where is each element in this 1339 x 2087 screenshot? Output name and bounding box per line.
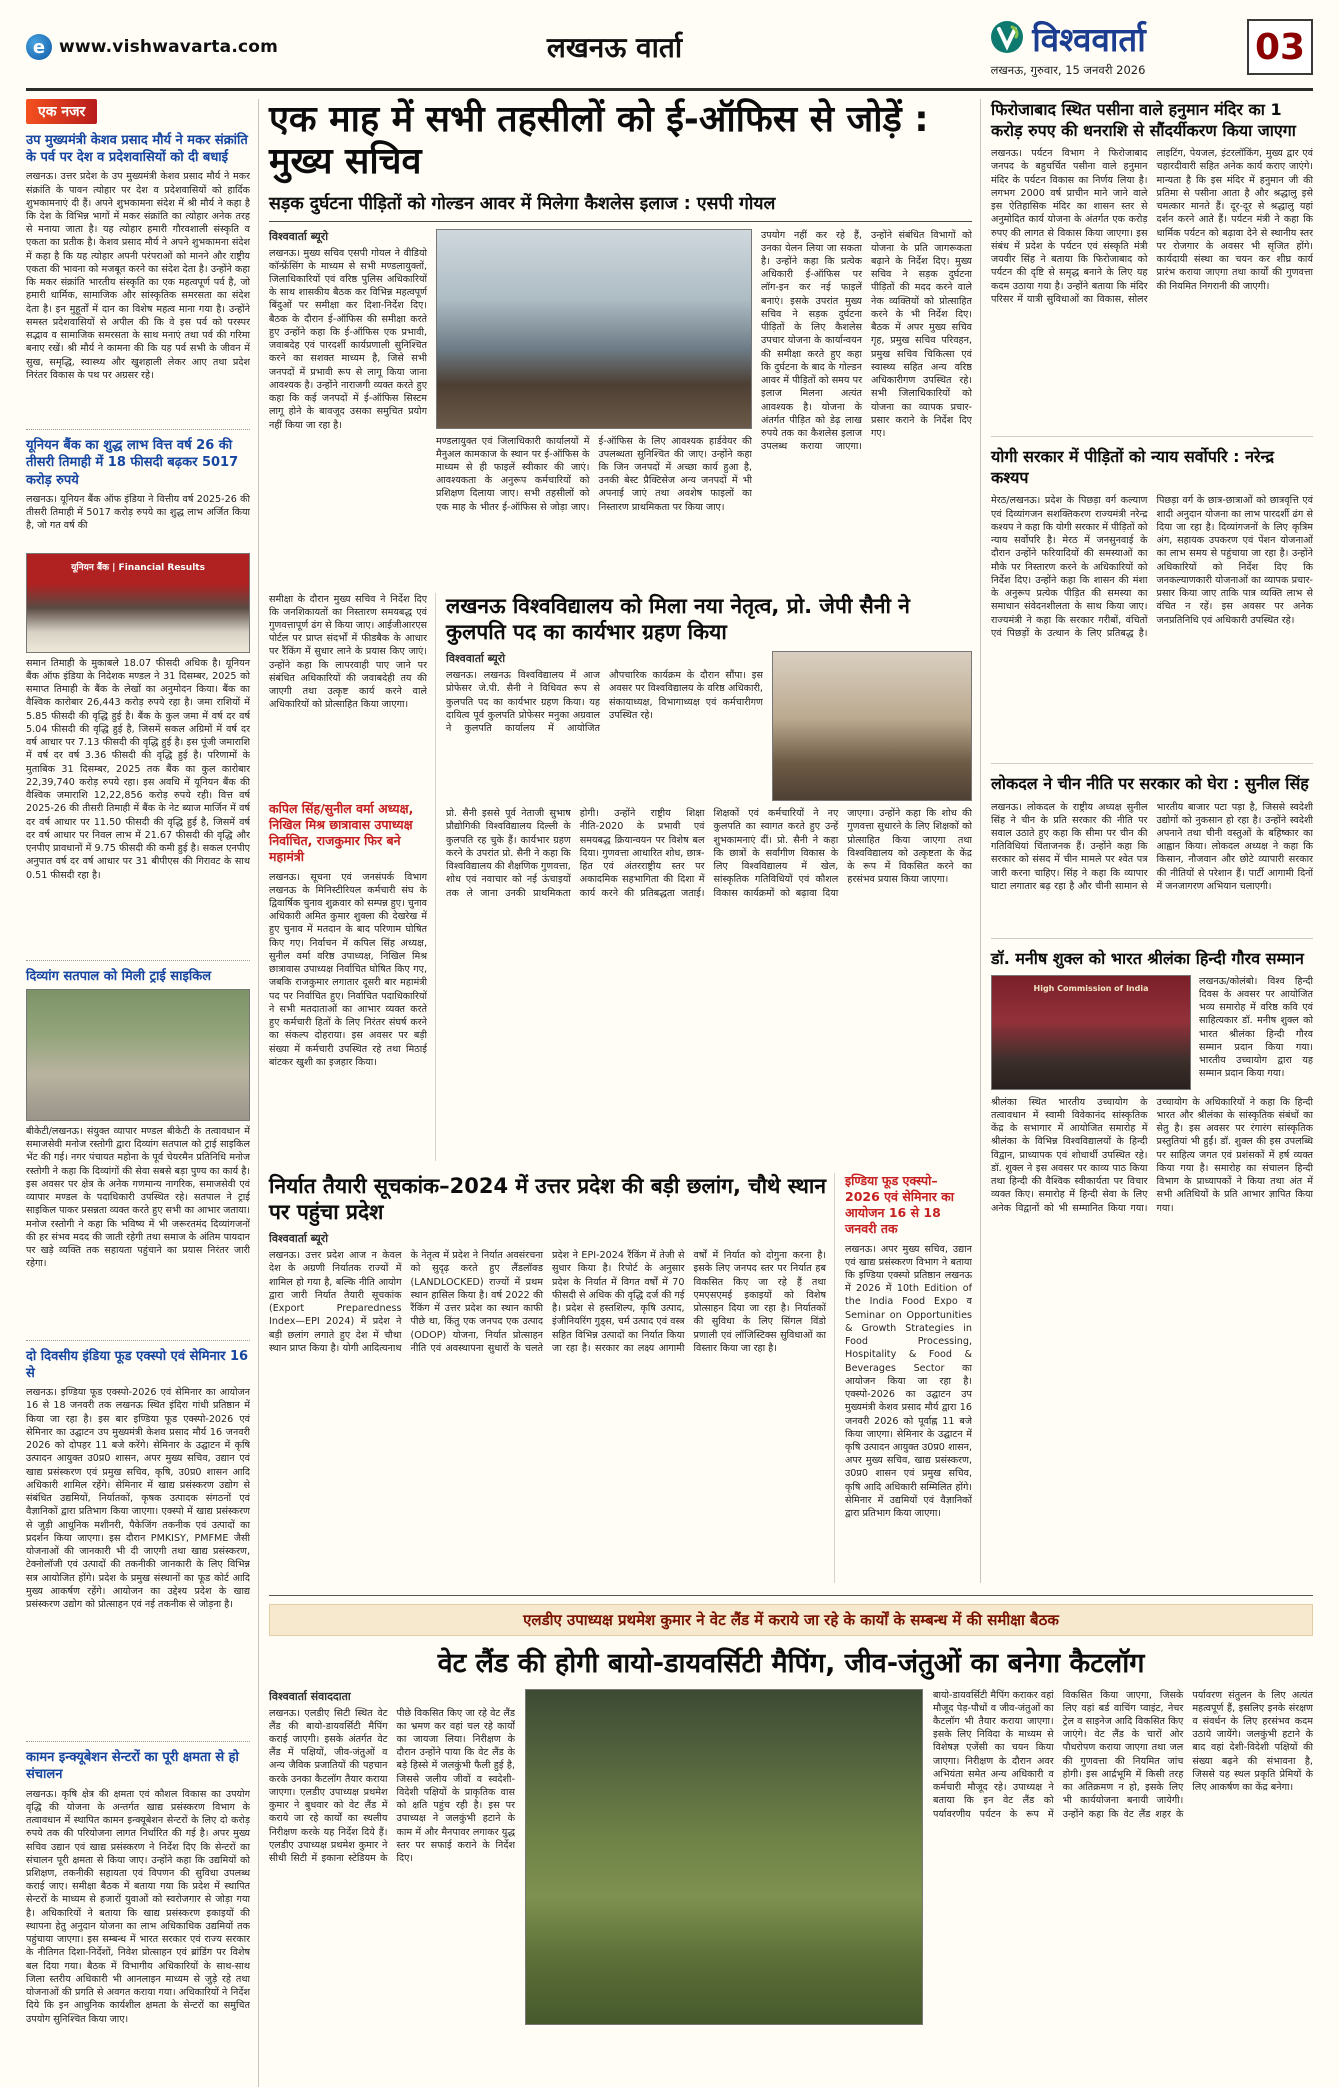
article-headline: योगी सरकार में पीड़ितों को न्याय सर्वोपरि : नरेन्द्र कश्यप bbox=[991, 447, 1274, 488]
left-column bbox=[26, 99, 259, 2087]
wetland-body-left: लखनऊ। एलडीए सिटी स्थित वेट लैंड की बायो-डायवर्सिटी मैपिंग कराई जाएगी। इसके अंतर्गत वेट लैंड में पक्षियों, जीव-जंतुओं व अन्य जैविक प्रजातियों की पहचान करके उनका कैटलॉग तैयार कराया जाएगा। एलडीए उपाध्यक्ष प्रथमेश कुमार ने बुधवार को वेट लैंड में कराये जा रहे कार्यों का स्थलीय निरीक्षण करके यह निर्देश दिये हैं। एलडीए उपाध्यक्ष प्रथमेश कुमार ने सीधी सिटी में इकाना स्टेडियम के पीछे विकसित किए जा रहे वेट लैंड का भ्रमण कर वहां चल रहे कार्यों का जायजा लिया। निरीक्षण के दौरान उन्होंने पाया कि वेट लैंड के बड़े हिस्से में जलकुंभी फैली हुई है, जिससे जलीय जीवों व स्वदेशी-विदेशी पक्षियों के प्राकृतिक वास को क्षति पहुंच रही है। इस पर उपाध्यक्ष ने जलकुंभी हटाने के काम में और मैनपावर लगाकर युद्ध स्तर पर सफाई कराने के निर्देश दिए। bbox=[269, 1707, 515, 1865]
union-bank-photo bbox=[26, 553, 250, 653]
article-incubation-centres bbox=[26, 1749, 250, 2087]
center-left-strip bbox=[269, 593, 436, 1161]
byline: विश्ववार्ता ब्यूरो bbox=[269, 1232, 329, 1246]
article-body: लखनऊ। कृषि क्षेत्र की क्षमता एवं कौशल विकास का उपयोग वृद्धि की योजना के अन्तर्गत खाद्य प्रसंस्करण विभाग के तत्वावधान में स्थापित कामन इन्क्यूबेशन सेन्टरों के लिए दो करोड़ रुपये तक की परियोजना लागत निर्धारित की गई है। अपर मुख्य सचिव उद्यान एवं खाद्य प्रसंस्करण ने निर्देश दिए कि सेन्टरों का संचालन पूरी क्षमता से किया जाए। उन्होंने कहा कि उद्यमियों को प्रशिक्षण, तकनीकी सहायता एवं विपणन की सुविधा उपलब्ध कराई जाए। समीक्षा बैठक में बताया गया कि प्रदेश में स्थापित सेन्टरों के माध्यम से हजारों युवाओं को स्वरोजगार से जोड़ा गया है। अधिकारियों ने बताया कि खाद्य प्रसंस्करण इकाइयों की स्थापना हेतु अनुदान योजना का लाभ अधिकाधिक उद्यमियों तक पहुंचाया जाएगा। इस सम्बन्ध में भारत सरकार एवं राज्य सरकार के नीतिगत दिशा-निर्देशों, निवेश प्रोत्साहन एवं ब्रांडिंग पर विशेष बल दिया गया। बैठक में विभागीय अधिकारियों के साथ-साथ जिला स्तरीय अधिकारी भी आनलाइन माध्यम से जुड़े रहे तथा योजनाओं की प्रगति से अवगत कराया गया। अधिकारियों ने निर्देश दिये कि इन आधुनिक कार्यशील क्षमता के सेन्टरों का समुचित उपयोग सुनिश्चित किया जाए। bbox=[26, 1788, 250, 2025]
article-body: मेरठ/लखनऊ। प्रदेश के पिछड़ा वर्ग कल्याण एवं दिव्यांगजन सशक्तिकरण राज्यमंत्री नरेन्द्र कश्यप ने कहा कि योगी सरकार में पीड़ितों को न्याय सर्वोपरि है। मेरठ में जनसुनवाई के दौरान उन्होंने फरियादियों की समस्याओं का मौके पर निस्तारण करने के अधिकारियों को निर्देश दिए। उन्होंने कहा कि शासन की मंशा के अनुरूप प्रत्येक पीड़ित की समस्या का समाधान संवेदनशीलता के साथ किया जाए। राज्यमंत्री ने कहा कि सरकार गरीबों, वंचितों एवं पिछड़ों के उत्थान के लिए प्रतिबद्ध है। पिछड़ा वर्ग के छात्र-छात्राओं को छात्रवृत्ति एवं शादी अनुदान योजना का लाभ पारदर्शी ढंग से दिया जा रहा है। दिव्यांगजनों के लिए कृत्रिम अंग, सहायक उपकरण एवं पेंशन योजनाओं का लाभ समय से पहुंचाया जा रहा है। उन्होंने अधिकारियों को निर्देश दिए कि जनकल्याणकारी योजनाओं का व्यापक प्रचार-प्रसार किया जाए ताकि पात्र व्यक्ति लाभ से वंचित न रहें। इस अवसर पर अनेक जनप्रतिनिधि एवं अधिकारी उपस्थित रहे। bbox=[991, 495, 1313, 639]
vc-charge-photo bbox=[772, 651, 972, 801]
wetland-section bbox=[269, 1595, 1313, 2043]
lu-body-bottom: प्रो. सैनी इससे पूर्व नेताजी सुभाष प्रौद्योगिकी विश्वविद्यालय दिल्ली के कुलपति रह चुके हैं। कार्यभार ग्रहण करने के उपरांत प्रो. सैनी ने कहा कि विश्वविद्यालय की शैक्षणिक गुणवत्ता, शोध एवं नवाचार को नई ऊंचाइयों तक ले जाना उनकी प्राथमिकता होगी। उन्होंने राष्ट्रीय शिक्षा नीति-2020 के प्रभावी एवं समयबद्ध क्रियान्वयन पर विशेष बल दिया। गुणवत्ता आधारित शोध, छात्र-हित एवं अंतरराष्ट्रीय स्तर पर अकादमिक सहभागिता की दिशा में कार्य करने की प्रतिबद्धता जताई। शिक्षकों एवं कर्मचारियों ने नए कुलपति का स्वागत करते हुए उन्हें शुभकामनाएं दीं। प्रो. सैनी ने कहा कि छात्रों के सर्वांगीण विकास के लिए विश्वविद्यालय में खेल, सांस्कृतिक गतिविधियों एवं कौशल विकास कार्यक्रमों को बढ़ावा दिया जाएगा। उन्होंने कहा कि शोध की गुणवत्ता सुधारने के लिए शिक्षकों को प्रोत्साहित किया जाएगा तथा विश्वविद्यालय को उत्कृष्टता के केंद्र के रूप में विकसित करने का हरसंभव प्रयास किया जाएगा। bbox=[446, 808, 972, 899]
wetland-photo bbox=[525, 1689, 923, 2025]
lead-column-1 bbox=[269, 229, 427, 583]
dateline: लखनऊ, गुरुवार, 15 जनवरी 2026 bbox=[990, 63, 1146, 77]
union-bank-photo-banner: यूनियन बैंक | Financial Results bbox=[71, 562, 205, 573]
masthead-rule bbox=[26, 88, 1313, 91]
article-tricycle bbox=[26, 968, 250, 1341]
article-headline: डॉ. मनीष शुक्ल को भारत श्रीलंका हिन्दी गौरव सम्मान bbox=[991, 948, 1304, 968]
masthead bbox=[26, 10, 1313, 84]
article-headline: दो दिवसीय इंडिया फूड एक्स्पो एवं सेमिनार 16 से bbox=[26, 1348, 249, 1382]
article-headline: दिव्यांग सतपाल को मिली ट्राई साइकिल bbox=[26, 968, 212, 984]
export-index-story bbox=[269, 1173, 835, 1583]
article-hanuman-temple bbox=[991, 99, 1313, 437]
lead-body-col1: लखनऊ। मुख्य सचिव एसपी गोयल ने वीडियो कॉन्फ्रेंसिंग के माध्यम से सभी मण्डलायुक्तों, जिलाधिकारियों एवं वरिष्ठ पुलिस अधिकारियों के साथ शासकीय बैठक कर विभिन्न महत्वपूर्ण बिंदुओं पर समीक्षा कर दिशा-निर्देश दिए। बैठक के दौरान ई-ऑफिस की समीक्षा करते हुए उन्होंने कहा कि ई-ऑफिस एक प्रभावी, जवाबदेह एवं पारदर्शी कार्यप्रणाली सुनिश्चित करने का सशक्त माध्यम है, जिसे सभी जनपदों में प्रभावी रूप से लागू किया जाना आवश्यक है। उन्होंने नाराजगी व्यक्त करते हुए कहा कि कई जनपदों में ई-ऑफिस सिस्टम लागू होने के बावजूद उसका समुचित प्रयोग नहीं किया जा रहा है। bbox=[269, 247, 427, 431]
page-section-title: लखनऊ वार्ता bbox=[546, 31, 683, 64]
article-body: लखनऊ। लोकदल के राष्ट्रीय अध्यक्ष सुनील सिंह ने चीन के प्रति सरकार की नीति पर सवाल उठाते हुए कहा कि सीमा पर चीन की गतिविधियां चिंताजनक हैं। उन्होंने कहा कि सरकार को संसद में चीन मामले पर श्वेत पत्र जारी करना चाहिए। सिंह ने कहा कि व्यापार घाटा लगातार बढ़ रहा है और चीनी सामान से भारतीय बाजार पटा पड़ा है, जिससे स्वदेशी उद्योगों को नुकसान हो रहा है। उन्होंने स्वदेशी अपनाने तथा चीनी वस्तुओं के बहिष्कार का आह्वान किया। लोकदल अध्यक्ष ने कहा कि किसान, नौजवान और छोटे व्यापारी सरकार की नीतियों से परेशान हैं। पार्टी आगामी दिनों में जनजागरण अभियान चलाएगी। bbox=[991, 801, 1313, 892]
food-expo-body: लखनऊ। अपर मुख्य सचिव, उद्यान एवं खाद्य प्रसंस्करण विभाग ने बताया कि इण्डिया एक्स्पो प्रतिष्ठान लखनऊ में 2026 में 10th Edition of the India Food Expo व Seminar on Opportunities & Growth Strategies in Food Processing, Hospitality & Food & Beverages Sector का आयोजन किया जा रहा है। एक्स्पो-2026 का उद्घाटन उप मुख्यमंत्री केशव प्रसाद मौर्य द्वारा 16 जनवरी 2026 को पूर्वाह्न 11 बजे किया जाएगा। सेमिनार के उद्घाटन में कृषि उत्पादन आयुक्त उ0प्र0 शासन, अपर मुख्य सचिव, खाद्य प्रसंस्करण, उ0प्र0 शासन एवं प्रमुख सचिव, कृषि आदि अधिकारी सम्मिलित होंगे। सेमिनार में उद्यमियों एवं वैज्ञानिकों द्वारा प्रतिभाग किया जाएगा। bbox=[845, 1243, 972, 1520]
brand-block bbox=[903, 16, 1233, 78]
center-column bbox=[269, 99, 981, 1583]
byline: विश्ववार्ता ब्यूरो bbox=[446, 652, 506, 666]
article-union-bank-profit bbox=[26, 437, 250, 960]
byline: विश्ववार्ता संवाददाता bbox=[269, 1689, 351, 1703]
cs-review-meeting-photo bbox=[436, 229, 752, 429]
export-headline: निर्यात तैयारी सूचकांक–2024 में उत्तर प्रदेश की बड़ी छलांग, चौथे स्थान पर पहुंचा प्रदेश bbox=[269, 1173, 827, 1225]
brand-logo-icon bbox=[990, 20, 1024, 58]
lead-body-below-photo: मण्डलायुक्त एवं जिलाधिकारी कार्यालयों में मैनुअल कामकाज के स्थान पर ई-ऑफिस के माध्यम से ही फाइलें स्वीकार की जाएं। आवश्यकता के अनुरूप कर्मचारियों को प्रशिक्षण दिलाया जाए। सभी तहसीलों को एक माह के भीतर ई-ऑफिस से जोड़ा जाए। ई-ऑफिस के लिए आवश्यक हार्डवेयर की उपलब्धता सुनिश्चित की जाए। उन्होंने कहा कि जिन जनपदों में अच्छा कार्य हुआ है, उनकी बेस्ट प्रैक्टिसेज अन्य जनपदों में भी अपनाई जाएं तथा अवशेष फाइलों का निस्तारण प्राथमिकता पर किया जाए। bbox=[436, 435, 752, 513]
article-body: श्रीलंका स्थित भारतीय उच्चायोग के तत्वावधान में स्वामी विवेकानंद सांस्कृतिक केंद्र के सभागार में आयोजित समारोह में श्रीलंका के विभिन्न विश्वविद्यालयों के हिन्दी विद्वान, प्राध्यापक एवं शोधार्थी उपस्थित रहे। डॉ. शुक्ल ने इस अवसर पर काव्य पाठ किया तथा हिन्दी की वैश्विक स्वीकार्यता पर विचार व्यक्त किए। समारोह में हिन्दी सेवा के लिए अनेक विद्वानों को भी सम्मानित किया गया। उच्चायोग के अधिकारियों ने कहा कि हिन्दी भारत और श्रीलंका के सांस्कृतिक संबंधों का सेतु है। इस अवसर पर रंगारंग सांस्कृतिक प्रस्तुतियां भी हुईं। डॉ. शुक्ल की इस उपलब्धि पर साहित्य जगत एवं प्रशंसकों में हर्ष व्यक्त किया गया है। समारोह का संचालन हिन्दी विभाग के प्राध्यापकों ने किया तथा अंत में सभी अतिथियों के प्रति आभार ज्ञापित किया गया। bbox=[991, 1096, 1313, 1214]
article-headline: यूनियन बैंक का शुद्ध लाभ वित्त वर्ष 26 की तीसरी तिमाही में 18 फीसदी बढ़कर 5017 करोड़ रुपये bbox=[26, 438, 239, 488]
tricycle-photo bbox=[26, 989, 250, 1121]
export-body: लखनऊ। उत्तर प्रदेश आज न केवल देश के अग्रणी निर्यातक राज्यों में शामिल हो गया है, बल्कि नीति आयोग द्वारा जारी निर्यात तैयारी सूचकांक (Export Preparedness Index—EPI 2024) में प्रदेश ने बड़ी छलांग लगाते हुए देश में चौथा स्थान प्राप्त किया है। योगी आदित्यनाथ के नेतृत्व में प्रदेश ने निर्यात अवसंरचना को सुदृढ़ करते हुए लैंडलॉक्ड (LANDLOCKED) राज्यों में प्रथम स्थान हासिल किया है। वर्ष 2022 की रैंकिंग में उत्तर प्रदेश का स्थान काफी पीछे था, किंतु एक जनपद एक उत्पाद (ODOP) योजना, निर्यात प्रोत्साहन नीति एवं अवस्थापना सुधारों के चलते प्रदेश ने EPI-2024 रैंकिंग में तेजी से सुधार किया है। रिपोर्ट के अनुसार प्रदेश के निर्यात में विगत वर्षों में 70 फीसदी से अधिक की वृद्धि दर्ज की गई है। प्रदेश से हस्तशिल्प, कृषि उत्पाद, इंजीनियरिंग गुड्स, चर्म उत्पाद एवं वस्त्र सहित विभिन्न उत्पादों का निर्यात किया जा रहा है। सरकार का लक्ष्य आगामी वर्षों में निर्यात को दोगुना करना है। इसके लिए जनपद स्तर पर निर्यात हब विकसित किए जा रहे हैं तथा एमएसएमई इकाइयों को विशेष प्रोत्साहन दिया जा रहा है। निर्यातकों की सुविधा के लिए सिंगल विंडो प्रणाली एवं लॉजिस्टिक्स सुविधाओं का विस्तार किया जा रहा है। bbox=[269, 1250, 826, 1354]
food-expo-brief bbox=[845, 1173, 972, 1583]
article-intro: लखनऊ। यूनियन बैंक ऑफ इंडिया ने वित्तीय वर्ष 2025-26 की तीसरी तिमाही में 5017 करोड़ रुपये का शुद्ध लाभ अर्जित किया है, जो गत वर्ष की bbox=[26, 493, 250, 532]
article-lokdal-china bbox=[991, 773, 1313, 938]
lead-subheadline: सड़क दुर्घटना पीड़ितों को गोल्डन आवर में मिलेगा कैशलेस इलाज : एसपी गोयल bbox=[269, 191, 972, 222]
lead-headline: एक माह में सभी तहसीलों को ई-ऑफिस से जोड़ें : मुख्य सचिव bbox=[269, 99, 929, 182]
article-deputy-cm-greetings bbox=[26, 132, 250, 430]
article-headline: फिरोजाबाद स्थित पसीना वाले हनुमान मंदिर का 1 करोड़ रुपए की धनराशि से सौंदर्यीकरण किया जाएगा bbox=[991, 100, 1296, 141]
section-tag-ek-nazar: एक नजर bbox=[26, 99, 97, 124]
page-number: 03 bbox=[1247, 19, 1313, 75]
lead-body-continued: समीक्षा के दौरान मुख्य सचिव ने निर्देश दिए कि जनशिकायतों का निस्तारण समयबद्ध एवं गुणवत्तापूर्ण ढंग से किया जाए। आईजीआरएस पोर्टल पर प्राप्त संदर्भों में फीडबैक के आधार पर रैंकिंग में सुधार लाने के प्रयास किए जाएं। उन्होंने कहा कि लापरवाही पाए जाने पर संबंधित अधिकारियों की जवाबदेही तय की जाएगी तथा उत्कृष्ट कार्य करने वाले अधिकारियों को प्रोत्साहित किया जाएगा। bbox=[269, 593, 427, 711]
article-body: लखनऊ। पर्यटन विभाग ने फिरोजाबाद जनपद के बहुचर्चित पसीना वाले हनुमान मंदिर के पर्यटन विकास का निर्णय लिया है। लगभग 2000 वर्ष प्राचीन माने जाने वाले इस ऐतिहासिक मंदिर का शासन स्तर से अनुमोदित कार्य योजना के अंतर्गत एक करोड़ रुपए की लागत से विकास किया जाएगा। इस संबंध में प्रदेश के पर्यटन एवं संस्कृति मंत्री जयवीर सिंह ने बताया कि फिरोजाबाद को पर्यटन की दृष्टि से समृद्ध बनाने के लिए यह कदम उठाया गया है। उन्होंने बताया कि मंदिर परिसर में यात्री सुविधाओं का विकास, सोलर लाइटिंग, पेयजल, इंटरलॉकिंग, मुख्य द्वार एवं चहारदीवारी सहित अनेक कार्य कराए जाएंगे। मान्यता है कि इस मंदिर में हनुमान जी की प्रतिमा से पसीना आता है और श्रद्धालु इसे चमत्कार मानते हैं। दूर-दूर से श्रद्धालु यहां दर्शन करने आते हैं। पर्यटन मंत्री ने कहा कि धार्मिक पर्यटन को बढ़ावा देने से स्थानीय स्तर पर रोजगार के अवसर भी सृजित होंगे। कार्यदायी संस्था का चयन कर शीघ्र कार्य प्रारंभ कराया जाएगा तथा कार्यों की गुणवत्ता की नियमित निगरानी की जाएगी। bbox=[991, 148, 1313, 305]
union-election-headline: कपिल सिंह/सुनील वर्मा अध्यक्ष, निखिल मिश्र छात्रावास उपाध्यक्ष निर्वाचित, राजकुमार फिर बने महामंत्री bbox=[269, 800, 414, 865]
article-body: समान तिमाही के मुकाबले 18.07 फीसदी अधिक है। यूनियन बैंक ऑफ इंडिया के निदेशक मण्डल ने 31 दिसम्बर, 2025 को समाप्त तिमाही के बैंक के लेखों का अनुमोदन किया। बैंक का वैश्विक कारोबार 26,443 करोड़ रुपये रहा है। जमा राशियों में 5.85 फीसदी की वृद्धि हुई है। बैंक के कुल जमा में वर्ष दर वर्ष 5.04 फीसदी की वृद्धि हुई है, जिसमें सकल अग्रिमों में वर्ष दर वर्ष आधार पर 7.13 फीसदी की वृद्धि हुई है। इस पूंजी जमाराशि में वर्ष दर वर्ष 3.36 फीसदी की वृद्धि हुई है। परिणामों के मुताबिक 31 दिसम्बर, 2025 तक बैंक का कुल कारोबार 22,39,740 करोड़ रुपये रहा। इस अवधि में यूनियन बैंक की वैश्विक जमाराशि 12,22,856 करोड़ रुपये रही। वित्त वर्ष 2025-26 की तीसरी तिमाही में बैंक के नेट ब्याज मार्जिन में वर्ष दर वर्ष आधार पर 11.50 फीसदी की वृद्धि हुई है, जिसमें वर्ष दर वर्ष आधार पर निवल लाभ में 21.67 फीसदी की वृद्धि और एनपीए प्रावधानों में 9.75 फीसदी की कमी हुई है। सकल एनपीए अनुपात वर्ष दर वर्ष आधार पर 31 बीपीएस की गिरावट के साथ 0.51 फीसदी रहा है। bbox=[26, 657, 250, 881]
award-photo-banner: High Commission of India bbox=[1033, 983, 1149, 993]
right-column bbox=[991, 99, 1313, 1583]
site-logo-icon: e bbox=[26, 34, 52, 60]
lu-body-top-wrap bbox=[446, 651, 763, 801]
lead-body-right: उपयोग नहीं कर रहे हैं, उनका येलन लिया जा सकता है। उन्होंने कहा कि प्रत्येक अधिकारी ई-ऑफिस पर लॉग-इन कर नई फाइलें बनाएं। इसके उपरांत मुख्य सचिव ने सड़क दुर्घटना पीड़ितों के लिए कैशलेस उपचार योजना के कार्यान्वयन की समीक्षा करते हुए कहा कि दुर्घटना के बाद के गोल्डन आवर में पीड़ितों को समय पर इलाज मिलना अत्यंत आवश्यक है। योजना के अंतर्गत पीड़ित को डेढ़ लाख रुपये तक का कैशलेस इलाज उपलब्ध कराया जाएगा। उन्होंने संबंधित विभागों को योजना के प्रति जागरूकता बढ़ाने के निर्देश दिए। मुख्य सचिव ने सड़क दुर्घटना पीड़ितों की मदद करने वाले नेक व्यक्तियों को प्रोत्साहित करने के भी निर्देश दिए। बैठक में अपर मुख्य सचिव गृह, प्रमुख सचिव परिवहन, प्रमुख सचिव चिकित्सा एवं स्वास्थ्य सहित अन्य वरिष्ठ अधिकारीगण उपस्थित रहे। सभी जिलाधिकारियों को योजना का व्यापक प्रचार-प्रसार कराने के निर्देश दिए गए। bbox=[761, 229, 972, 453]
article-body: बीकेटी/लखनऊ। संयुक्त व्यापार मण्डल बीकेटी के तत्वावधान में समाजसेवी मनोज रस्तोगी द्वारा दिव्यांग सतपाल को ट्राई साइकिल भेंट की गई। नगर पंचायत महोना के पूर्व चेयरमैन प्रतिनिधि मनोज रस्तोगी ने कहा कि दिव्यांगों की सेवा सबसे बड़ा पुण्य का कार्य है। इस अवसर पर क्षेत्र के अनेक गणमान्य नागरिक, समाजसेवी एवं व्यापार मण्डल के पदाधिकारी उपस्थित रहे। सतपाल ने ट्राई साइकिल पाकर प्रसन्नता व्यक्त करते हुए सभी का आभार जताया। मनोज रस्तोगी ने कहा कि भविष्य में भी जरूरतमंद दिव्यांगजनों की हर संभव मदद की जाती रहेगी तथा समाज के अंतिम पायदान पर खड़े व्यक्ति तक सहायता पहुंचाने का प्रयास निरंतर जारी रहेगा। bbox=[26, 1125, 250, 1270]
wetland-body-right: बायो-डायवर्सिटी मैपिंग कराकर वहां मौजूद पेड़-पौधों व जीव-जंतुओं का कैटलॉग भी तैयार कराया जाएगा। इसके लिए निविदा के माध्यम से विशेषज्ञ एजेंसी का चयन किया जाएगा। निरीक्षण के दौरान अवर अभियंता समेत अन्य अधिकारी व कर्मचारी मौजूद रहे। उपाध्यक्ष ने बताया कि इन वेट लैंड को पर्यावरणीय पर्यटन के रूप में विकसित किया जाएगा, जिसके लिए वहां बर्ड वाचिंग प्वाइंट, नेचर ट्रेल व साइनेज आदि विकसित किए जाएंगे। वेट लैंड के चारों ओर पौधरोपण कराया जाएगा तथा जल की गुणवत्ता की नियमित जांच होगी। इस आर्द्रभूमि में किसी तरह का अतिक्रमण न हो, इसके लिए भी कार्ययोजना बनायी जायेगी। उन्होंने कहा कि वेट लैंड शहर के पर्यावरण संतुलन के लिए अत्यंत महत्वपूर्ण हैं, इसलिए इनके संरक्षण व संवर्धन के लिए हरसंभव कदम उठाये जायेंगे। जलकुंभी हटाने के बाद वहां देशी-विदेशी पक्षियों की संख्या बढ़ने की संभावना है, जिससे यह स्थल प्रकृति प्रेमियों के लिए आकर्षण का केंद्र बनेगा। bbox=[933, 1689, 1313, 1820]
article-hindi-gaurav-samman bbox=[991, 948, 1313, 1477]
union-election-body: लखनऊ। सूचना एवं जनसंपर्क विभाग लखनऊ के मिनिस्टीरियल कर्मचारी संघ के द्विवार्षिक चुनाव शुक्रवार को सम्पन्न हुए। चुनाव अधिकारी अमित कुमार शुक्ला की देखरेख में हुए चुनाव में मतदान के बाद परिणाम घोषित किए गए। निर्वाचन में कपिल सिंह अध्यक्ष, सुनील वर्मा वरिष्ठ उपाध्यक्ष, निखिल मिश्र छात्रावास उपाध्यक्ष निर्वाचित घोषित किए गए, जबकि राजकुमार लगातार दूसरी बार महामंत्री पद पर निर्वाचित हुए। निर्वाचित पदाधिकारियों ने सभी मतदाताओं का आभार व्यक्त करते हुए कर्मचारी हितों के लिए निरंतर संघर्ष करने का संकल्प दोहराया। इस अवसर पर बड़ी संख्या में कर्मचारी उपस्थित रहे तथा मिठाई बांटकर खुशी का इजहार किया। bbox=[269, 871, 427, 1068]
award-ceremony-photo bbox=[991, 975, 1191, 1090]
lu-headline: लखनऊ विश्वविद्यालय को मिला नया नेतृत्व, प्रो. जेपी सैनी ने कुलपति पद का कार्यभार ग्रहण किया bbox=[446, 593, 910, 645]
article-narendra-kashyap bbox=[991, 446, 1313, 764]
brand-name: विश्ववार्ता bbox=[1032, 20, 1146, 59]
lead-story bbox=[269, 99, 972, 583]
article-food-expo-left bbox=[26, 1348, 250, 1742]
wetland-headline: वेट लैंड की होगी बायो-डायवर्सिटी मैपिंग, जीव-जंतुओं का बनेगा कैटलॉग bbox=[437, 1647, 1145, 1679]
article-side-text: लखनऊ/कोलंबो। विश्व हिन्दी दिवस के अवसर पर आयोजित भव्य समारोह में वरिष्ठ कवि एवं साहित्यकार डॉ. मनीष शुक्ल को भारत श्रीलंका हिन्दी गौरव सम्मान प्रदान किया गया। भारतीय उच्चायोग द्वारा यह सम्मान प्रदान किया गया। bbox=[1199, 975, 1313, 1080]
lu-vc-story bbox=[446, 593, 972, 1161]
page-body bbox=[26, 99, 1313, 2087]
article-body: लखनऊ। उत्तर प्रदेश के उप मुख्यमंत्री केशव प्रसाद मौर्य ने मकर संक्रांति के पावन त्योहार पर देश व प्रदेशवासियों को हार्दिक शुभकामनाएं दी हैं। अपने शुभकामना संदेश में श्री मौर्य ने कहा है कि देश के विभिन्न भागों में मकर संक्रांति का त्योहार अनेक तरह से मनाया जाता है। यह त्योहार हमारी गौरवशाली संस्कृति व एकता का प्रतीक है। केशव प्रसाद मौर्य ने अपने शुभकामना संदेश में कहा है कि यह त्योहार अपनी परंपराओं को मानने और राष्ट्रीय एकता की भावना को मजबूत करने का संदेश देता है। उन्होंने कहा कि मकर संक्रांति भारतीय संस्कृति का एक महत्वपूर्ण पर्व है, जो हमारी धार्मिक, सामाजिक और सांस्कृतिक समरसता का संदेश देता है। इन मुहूर्तों में दान का विशेष महत्व माना गया है। उन्होंने समस्त प्रदेशवासियों से अपील की कि वे इस पर्व को परस्पर सद्भाव व सामाजिक समरसता के साथ मनाएं तथा पर्व की गरिमा बनाए रखें। श्री मौर्य ने कामना की कि यह पर्व सभी के जीवन में सुख, समृद्धि, स्वास्थ्य और खुशहाली लेकर आए तथा प्रदेश निरंतर विकास के पथ पर अग्रसर रहे। bbox=[26, 171, 250, 381]
food-expo-headline: इण्डिया फूड एक्स्पो–2026 एवं सेमिनार का आयोजन 16 से 18 जनवरी तक bbox=[845, 1172, 954, 1237]
masthead-left bbox=[26, 34, 326, 60]
article-headline: उप मुख्यमंत्री केशव प्रसाद मौर्य ने मकर संक्रांति के पर्व पर देश व प्रदेशवासियों को दी बधाई bbox=[26, 133, 248, 166]
lead-column-mid bbox=[436, 229, 752, 583]
website-url[interactable]: www.vishwavarta.com bbox=[59, 37, 279, 57]
lu-body-top: लखनऊ। लखनऊ विश्वविद्यालय में आज प्रोफेसर जे.पी. सैनी ने विधिवत रूप से कुलपति पद का कार्यभार ग्रहण किया। यह दायित्व पूर्व कुलपति प्रोफेसर मनुका अग्रवाल ने कुलपति कार्यालय में आयोजित औपचारिक कार्यक्रम के दौरान सौंपा। इस अवसर पर विश्वविद्यालय के वरिष्ठ अधिकारी, संकायाध्यक्ष, विभागाध्यक्ष एवं कर्मचारीगण उपस्थित रहे। bbox=[446, 670, 763, 735]
wetland-left-text-wrap bbox=[269, 1689, 515, 2043]
article-body: लखनऊ। इण्डिया फूड एक्स्पो-2026 एवं सेमिनार का आयोजन 16 से 18 जनवरी तक लखनऊ स्थित इंदिरा गांधी प्रतिष्ठान में किया जा रहा है। इस बार इण्डिया फूड एक्स्पो-2026 एवं सेमिनार का उद्घाटन उप मुख्यमंत्री केशव प्रसाद मौर्य 16 जनवरी 2026 को दोपहर 11 बजे करेंगे। सेमिनार के उद्घाटन में कृषि उत्पादन आयुक्त उ0प्र0 शासन, अपर मुख्य सचिव, उद्यान एवं खाद्य प्रसंस्करण एवं प्रमुख सचिव, कृषि, उ0प्र0 शासन आदि अधिकारी शामिल रहेंगे। सेमिनार में खाद्य प्रसंस्करण उद्योग से संबंधित उद्यमियों, निर्यातकों, कृषक उत्पादक संगठनों एवं वैज्ञानिकों द्वारा प्रतिभाग किया जाएगा। एक्स्पो में खाद्य प्रसंस्करण से जुड़ी आधुनिक मशीनरी, पैकेजिंग तकनीक एवं उत्पादों का प्रदर्शन किया जाएगा। इस दौरान PMKISY, PMFME जैसी योजनाओं की जानकारी भी दी जाएगी तथा खाद्य प्रसंस्करण, टेक्नोलॉजी एवं उत्पादों की तकनीकी जानकारी के लिए विभिन्न सत्र आयोजित होंगे। प्रदेश के प्रमुख संस्थानों का फूड कोर्ट आदि मुख्य आकर्षण रहेंगे। आयोजन का उद्देश्य प्रदेश के खाद्य प्रसंस्करण उद्योग को प्रोत्साहन एवं नई तकनीक से जोड़ना है। bbox=[26, 1387, 250, 1610]
main-area bbox=[269, 99, 1313, 2087]
article-headline: लोकदल ने चीन नीति पर सरकार को घेरा : सुनील सिंह bbox=[991, 774, 1309, 794]
wetland-banner: एलडीए उपाध्यक्ष प्रथमेश कुमार ने वेट लैंड में कराये जा रहे के कार्यों के सम्बन्ध में की समीक्षा बैठक bbox=[269, 1604, 1313, 1636]
article-headline: कामन इन्क्यूबेशन सेन्टरों का पूरी क्षमता से हो संचालन bbox=[26, 1750, 239, 1783]
byline: विश्ववार्ता ब्यूरो bbox=[269, 229, 329, 243]
